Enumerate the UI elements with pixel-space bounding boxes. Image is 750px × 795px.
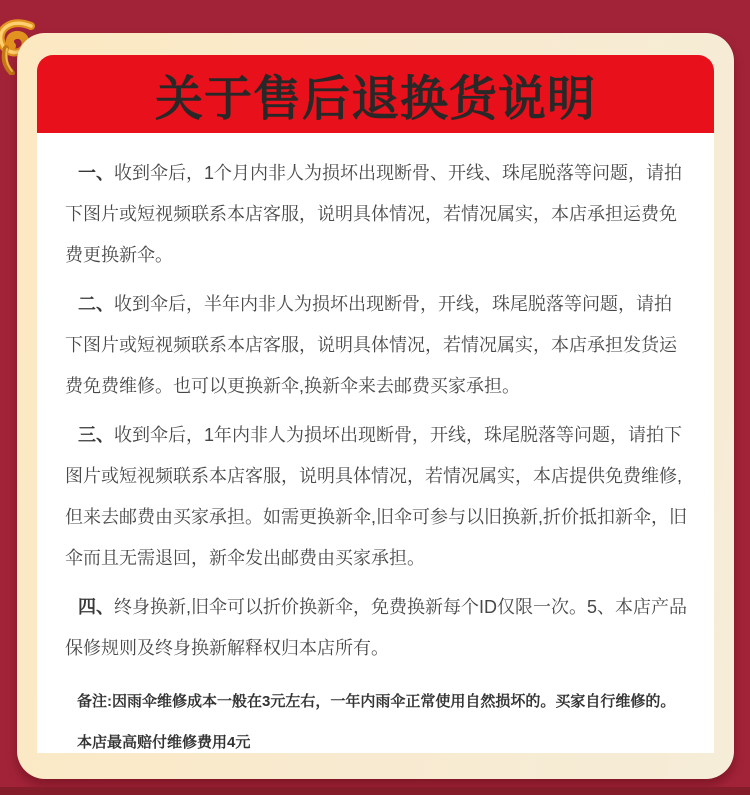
policy-paragraph-4 bbox=[65, 587, 688, 669]
policy-paragraph-2 bbox=[65, 284, 688, 407]
paragraph-number: 四、 bbox=[78, 597, 114, 617]
paragraph-text: 收到伞后，半年内非人为损坏出现断骨，开线，珠尾脱落等问题，请拍下图片或短视频联系本店客服，说明具体情况，若情况属实，本店承担发货运费免费维修。也可以更换新伞,换新伞来去邮费买家承担。 bbox=[65, 294, 677, 396]
policy-note: 备注:因雨伞维修成本一般在3元左右，一年内雨伞正常使用自然损坏的。买家自行维修的。本店最高赔付维修费用4元 bbox=[77, 693, 676, 751]
policy-paragraph-1 bbox=[65, 153, 688, 276]
paragraph-number: 三、 bbox=[78, 425, 114, 445]
policy-paragraph-3 bbox=[65, 415, 688, 579]
page-title: 关于售后退换货说明 bbox=[154, 72, 596, 126]
policy-content bbox=[37, 133, 714, 753]
bottom-edge-strip bbox=[0, 787, 750, 795]
paragraph-number: 二、 bbox=[78, 294, 114, 314]
paragraph-text: 终身换新,旧伞可以折价换新伞，免费换新每个ID仅限一次。5、本店产品保修规则及终身换新解释权归本店所有。 bbox=[65, 597, 688, 658]
paragraph-text: 收到伞后，1个月内非人为损坏出现断骨、开线、珠尾脱落等问题，请拍下图片或短视频联系本店客服，说明具体情况，若情况属实，本店承担运费免费更换新伞。 bbox=[65, 163, 683, 265]
title-banner bbox=[37, 55, 714, 133]
policy-card bbox=[17, 33, 734, 779]
paragraph-text: 收到伞后，1年内非人为损坏出现断骨，开线，珠尾脱落等问题，请拍下图片或短视频联系本店客服，说明具体情况，若情况属实，本店提供免费维修,但来去邮费由买家承担。如需更换新伞,旧伞可参与以旧换新,折价抵扣新伞，旧伞而且无需退回，新伞发出邮费由买家承担。 bbox=[65, 425, 687, 568]
paragraph-number: 一、 bbox=[78, 163, 114, 183]
